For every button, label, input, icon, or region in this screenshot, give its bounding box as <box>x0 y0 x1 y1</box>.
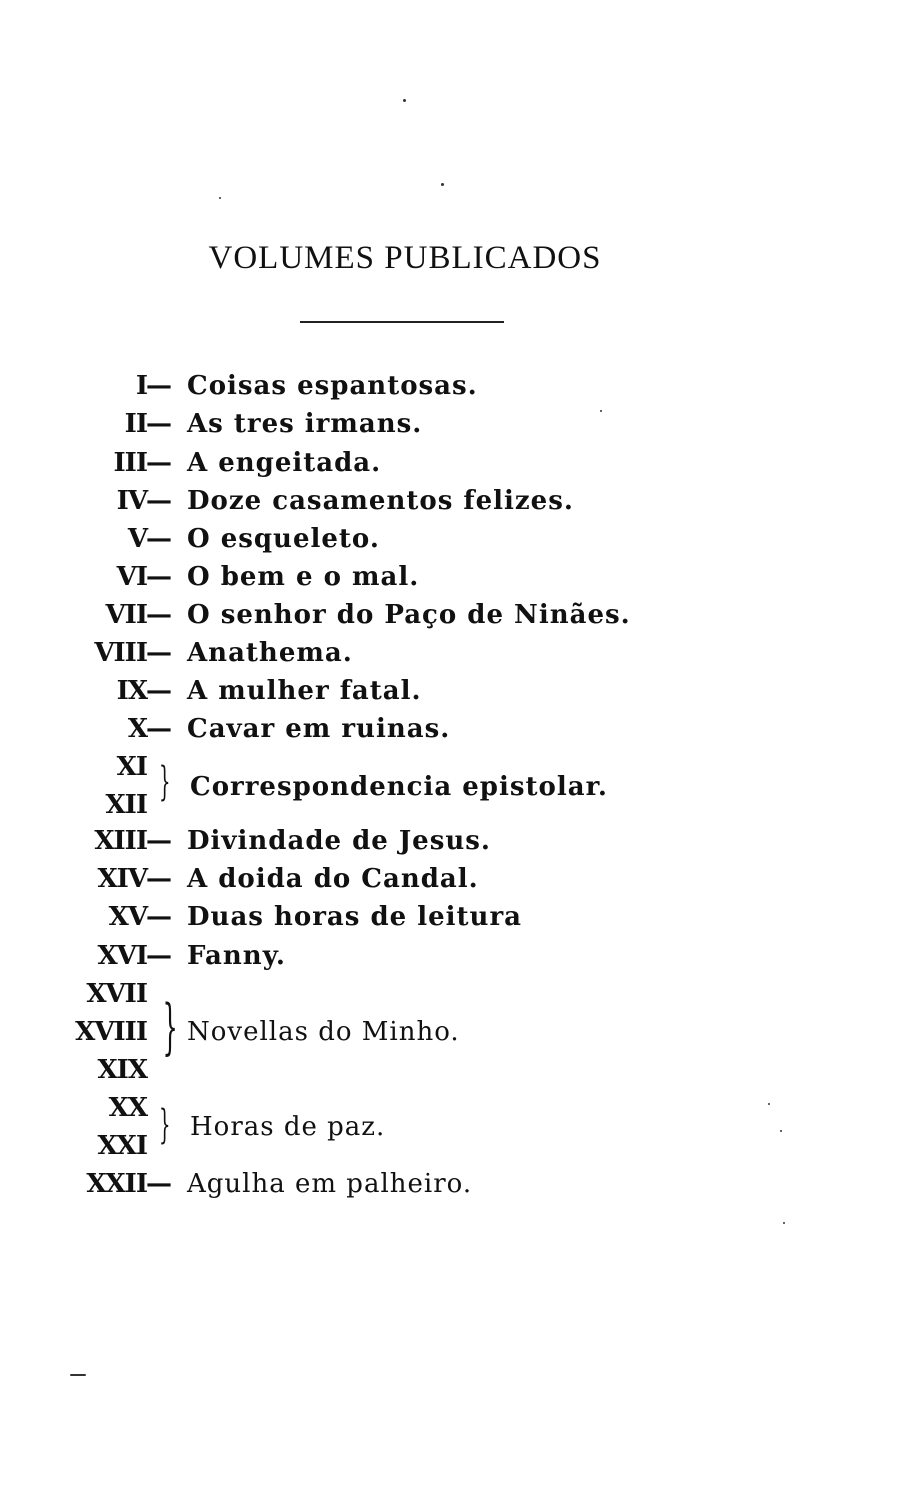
volume-title: Divindade de Jesus. <box>187 826 491 856</box>
volume-title: O senhor do Paço de Ninães. <box>187 600 631 630</box>
volume-number: V <box>127 524 147 554</box>
volume-title-row <box>0 1108 900 1146</box>
em-dash: — <box>146 864 172 894</box>
em-dash: — <box>146 638 172 668</box>
page-title: VOLUMES PUBLICADOS <box>208 240 602 276</box>
volume-title: Cavar em ruinas. <box>187 714 451 744</box>
volume-title-row <box>0 1013 900 1051</box>
volume-number: XVII <box>86 979 147 1009</box>
volume-row <box>0 898 900 936</box>
volume-number: IX <box>116 676 147 706</box>
volume-title: A engeitada. <box>187 448 382 478</box>
volume-row <box>0 367 900 405</box>
em-dash: — <box>146 676 172 706</box>
em-dash: — <box>146 371 172 401</box>
grouping-brace: } <box>162 992 178 1062</box>
grouping-brace: } <box>158 759 171 805</box>
volume-number: VII <box>105 600 147 630</box>
volume-number: XV <box>108 902 147 932</box>
volume-group-number-row <box>0 975 900 1013</box>
volume-row <box>0 634 900 672</box>
volume-number: IV <box>116 486 147 516</box>
volume-number: XX <box>108 1093 147 1123</box>
volume-title-row <box>0 768 900 806</box>
volume-number: XIII <box>94 826 147 856</box>
volume-title: O esqueleto. <box>187 524 380 554</box>
volume-row <box>0 672 900 710</box>
volume-number: XVIII <box>75 1017 147 1047</box>
grouping-brace: } <box>158 1102 171 1148</box>
volume-row <box>0 482 900 520</box>
title-rule <box>300 321 504 323</box>
volume-group-title: Horas de paz. <box>190 1112 386 1142</box>
volume-number: XXI <box>97 1131 147 1161</box>
em-dash: — <box>146 902 172 932</box>
volume-row <box>0 520 900 558</box>
volume-title: Fanny. <box>187 941 286 971</box>
volume-number: I <box>135 371 147 401</box>
em-dash: — <box>146 486 172 516</box>
em-dash: — <box>146 524 172 554</box>
volume-row <box>0 822 900 860</box>
volume-number: XIV <box>97 864 147 894</box>
em-dash: — <box>146 448 172 478</box>
volume-title: Doze casamentos felizes. <box>187 486 574 516</box>
volume-group-title: Novellas do Minho. <box>187 1017 460 1047</box>
scan-speck <box>441 183 444 186</box>
volume-row <box>0 405 900 443</box>
volume-row <box>0 444 900 482</box>
volume-number: X <box>127 714 147 744</box>
em-dash: — <box>146 1169 172 1199</box>
volume-title: A doida do Candal. <box>187 864 479 894</box>
volume-row <box>0 860 900 898</box>
volume-group-title: Correspondencia epistolar. <box>190 772 608 802</box>
volume-group-number-row <box>0 1051 900 1089</box>
em-dash: — <box>146 714 172 744</box>
scan-speck <box>783 1222 785 1224</box>
em-dash: — <box>146 600 172 630</box>
scan-speck <box>403 99 406 102</box>
volume-number: XI <box>116 752 147 782</box>
em-dash: — <box>146 826 172 856</box>
volume-title: Duas horas de leitura <box>187 902 522 932</box>
volume-title: Anathema. <box>187 638 353 668</box>
volume-number: II <box>124 409 147 439</box>
volume-row <box>0 937 900 975</box>
em-dash: — <box>146 409 172 439</box>
scan-speck <box>70 1374 86 1376</box>
volume-row <box>0 710 900 748</box>
volume-number: XIX <box>97 1055 147 1085</box>
volume-row <box>0 558 900 596</box>
volume-title: Coisas espantosas. <box>187 371 478 401</box>
scan-speck <box>219 197 221 199</box>
em-dash: — <box>146 941 172 971</box>
volume-number: XXII <box>86 1169 147 1199</box>
volume-title: Agulha em palheiro. <box>187 1169 473 1199</box>
volume-number: XII <box>105 790 147 820</box>
volume-number: III <box>113 448 147 478</box>
em-dash: — <box>146 562 172 592</box>
volume-row <box>0 596 900 634</box>
volume-title: O bem e o mal. <box>187 562 420 592</box>
volume-title: As tres irmans. <box>187 409 423 439</box>
volume-number: VIII <box>94 638 147 668</box>
volume-row <box>0 1165 900 1203</box>
volume-number: VI <box>116 562 147 592</box>
volume-number: XVI <box>97 941 147 971</box>
volume-title: A mulher fatal. <box>187 676 422 706</box>
